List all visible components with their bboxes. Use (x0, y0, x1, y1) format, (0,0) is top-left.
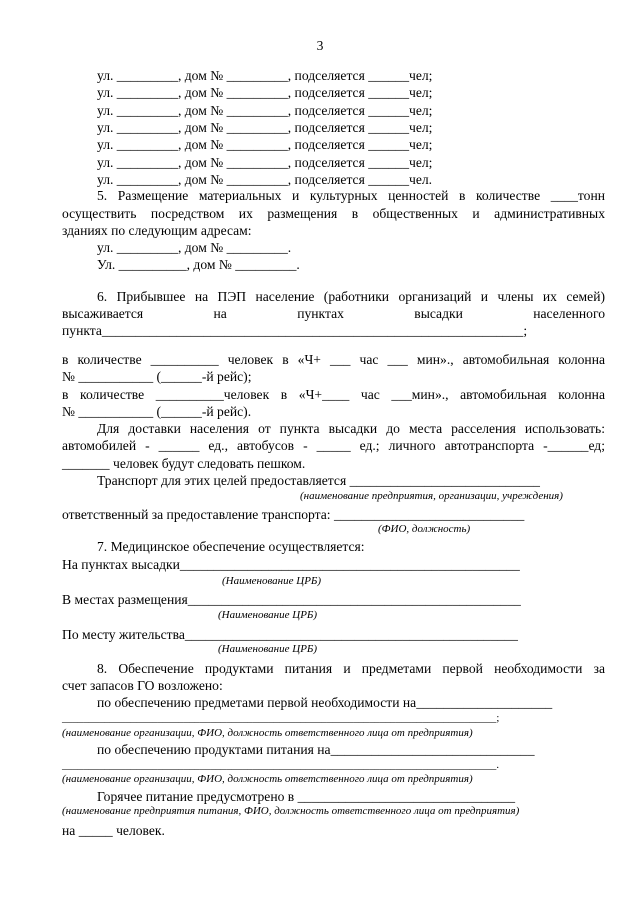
s8-items: по обеспечению предметами первой необходимости на____________________ (97, 695, 553, 710)
s7-row1: На пунктах высадки__________________________________________________ (62, 557, 520, 572)
s6-transport: Транспорт для этих целей предоставляется ____________________________ (97, 473, 540, 488)
s6-delivery3: _______ человек будут следовать пешком. (62, 456, 306, 471)
s8-line1: 8. Обеспечение продуктами питания и предметами первой необходимости за (97, 661, 605, 676)
s5-line3: зданиях по следующим адресам: (62, 223, 252, 238)
s5-address2: Ул. __________, дом № _________. (97, 257, 300, 272)
s7-row2: В местах размещения_________________________________________________ (62, 592, 521, 607)
s8-hot-meals: Горячее питание предусмотрено в ________________________________ (97, 789, 516, 804)
street-row: ул. _________, дом № _________, подселяется ______чел; (97, 154, 433, 170)
s5-line2: осуществить посредством их размещения в общественных и административных (62, 206, 605, 221)
s7-row3-caption: (Наименование ЦРБ) (218, 643, 318, 655)
page-number: 3 (316, 38, 324, 53)
s8-food: по обеспечению продуктами питания на______________________________ (97, 742, 535, 757)
s6-delivery2: автомобилей - ______ ед., автобусов - _____ ед.; личного автотранспорта -______ед; (62, 438, 605, 453)
s6-trip1: № ___________ (______-й рейс); (62, 369, 252, 384)
s6-line1: 6. Прибывшее на ПЭП население (работники организаций и члены их семей) (97, 289, 605, 304)
s6-responsible-caption: (ФИО, должность) (378, 523, 471, 535)
s7-row3: По месту жительства_________________________________________________ (62, 627, 518, 642)
s8-hot-meals-caption: (наименование предприятия питания, ФИО, должность ответственного лица от предприятия) (62, 805, 520, 817)
street-row: ул. _________, дом № _________, подселяется ______чел; (97, 85, 433, 101)
street-row: ул. _________, дом № _________, подселяется ______чел; (97, 68, 433, 83)
s8-items-line: __________________________________________________________________________________; (62, 713, 500, 724)
s8-food-caption: (наименование организации, ФИО, должность ответственного лица от предприятия) (62, 773, 473, 785)
s7-line1: 7. Медицинское обеспечение осуществляется: (97, 539, 365, 554)
s7-row1-caption: (Наименование ЦРБ) (222, 575, 322, 587)
s5-line1: 5. Размещение материальных и культурных ценностей в количестве ____тонн (97, 188, 605, 203)
street-row: ул. _________, дом № _________, подселяется ______чел; (97, 102, 433, 118)
s5-address1: ул. _________, дом № _________. (97, 240, 292, 255)
s6-trip2: № ___________ (______-й рейс). (62, 404, 252, 419)
street-row: ул. _________, дом № _________, подселяется ______чел; (97, 137, 433, 153)
street-row: ул. _________, дом № _________, подселяется ______чел; (97, 119, 433, 135)
s6-line3: пункта______________________________________________________________; (62, 323, 528, 338)
s8-people: на _____ человек. (62, 823, 165, 838)
s6-quantity1: в количестве __________ человек в «Ч+ ___ час ___ мин»., автомобильная колонна (62, 352, 605, 367)
s8-items-caption: (наименование организации, ФИО, должность ответственного лица от предприятия) (62, 727, 473, 739)
s6-quantity2: в количестве __________человек в «Ч+____ час ___мин»., автомобильная колонна (62, 387, 605, 402)
s6-transport-caption: (наименование предприятия, организации, учреждения) (300, 490, 563, 502)
s8-food-line: __________________________________________________________________________________. (62, 760, 499, 771)
s6-line2: высаживается на пунктах высадки населенного (62, 306, 605, 321)
street-row: ул. _________, дом № _________, подселяется ______чел. (97, 171, 433, 187)
s8-line2: счет запасов ГО возложено: (62, 678, 223, 693)
s6-delivery1: Для доставки населения от пункта высадки до места расселения использовать: (97, 421, 605, 436)
s6-responsible: ответственный за предоставление транспорта: ____________________________ (62, 507, 525, 522)
s7-row2-caption: (Наименование ЦРБ) (218, 609, 318, 621)
